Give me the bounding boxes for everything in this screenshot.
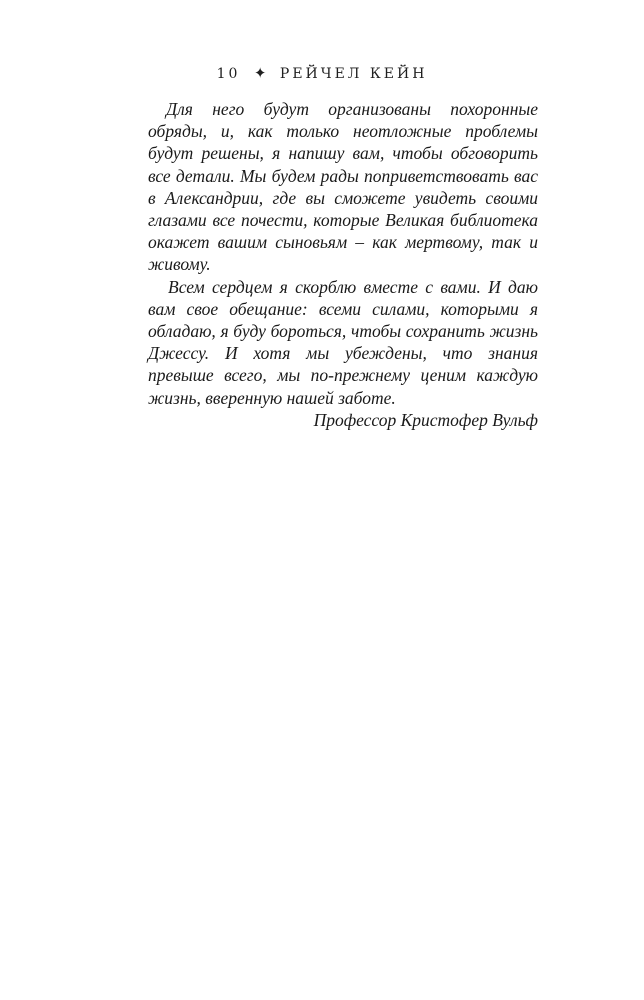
letter-paragraph-2: Всем сердцем я скорблю вместе с вами. И даю вам свое обещание: всеми силами, которыми я обладаю, я буду бороться, чтобы сохранить жизнь Джессу. И хотя мы убеждены, что знания превыше всего, мы по-прежнему ценим каждую жизнь, вверенную нашей заботе.: [148, 276, 538, 408]
star-ornament-icon: ✦: [253, 64, 267, 82]
running-head: [0, 64, 644, 82]
letter-signature: Профессор Кристофер Вульф: [313, 409, 538, 430]
letter-paragraph-1: Для него будут организованы похоронные обряды, и, как только неотложные проблемы будут решены, я напишу вам, чтобы обговорить все детали. Мы будем рады поприветствовать вас в Александрии, где вы сможете увидеть своими глазами все почести, которые Великая библиотека окажет вашим сыновьям – как мертвому, так и живому.: [148, 99, 538, 275]
page-number: 10: [216, 66, 241, 82]
author-name: РЕЙЧЕЛ КЕЙН: [279, 66, 428, 82]
letter-text: [148, 98, 538, 431]
